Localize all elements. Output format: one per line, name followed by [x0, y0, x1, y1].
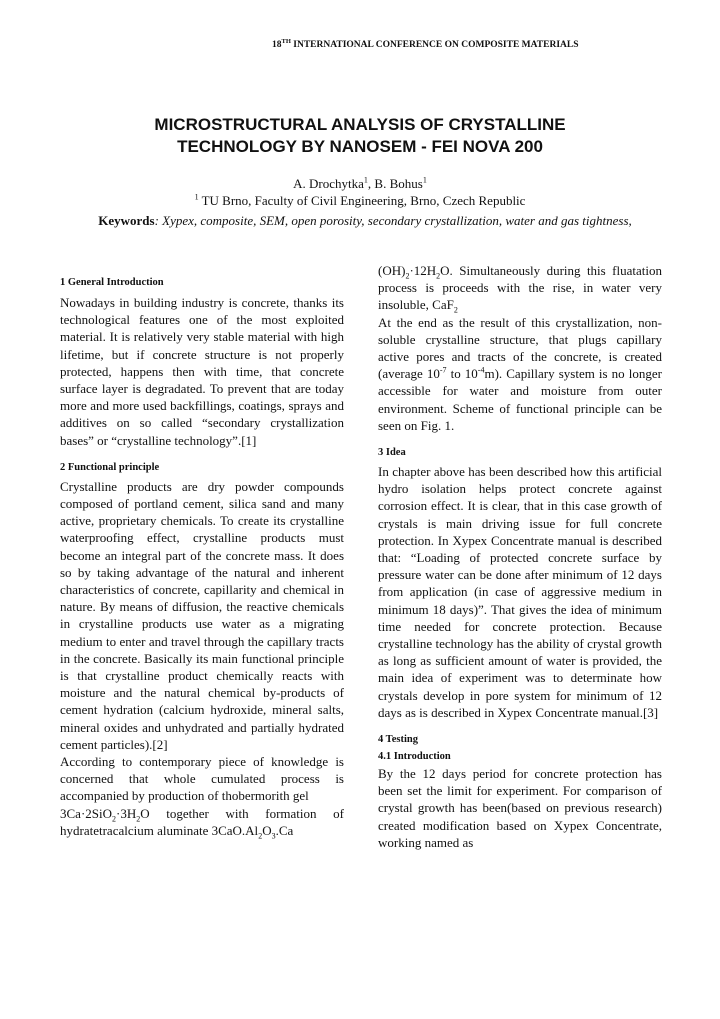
keywords-label: Keywords — [98, 213, 155, 228]
header-prefix: 18 — [272, 40, 282, 50]
section-4-1-heading: 4.1 Introduction — [378, 751, 451, 763]
section-2-paragraph-3: $3Ca\cdot 2SiO_2\cdot 3H_2O$ together with formation of hydratetracalcium aluminate $3CaO.Al_2O_3.Ca$ — [60, 805, 344, 841]
affiliation — [60, 193, 660, 209]
affiliation-sup: 1 — [194, 192, 199, 202]
right-paragraph-2: At the end as the result of this crystallization, non-soluble crystalline structure, that plugs capillary active pores and tracts of the concrete, is created (average $10^{-7}$ to $10^{-4}m$). Capillary system is no longer accessible for water and moisture from outer environment. Scheme of functional principle can be seen on Fig. 1. — [378, 314, 662, 433]
section-4-heading: 4 Testing — [378, 734, 418, 746]
left-column — [60, 262, 344, 839]
section-1-heading: 1 General Introduction — [60, 277, 164, 288]
paper-title — [60, 114, 660, 158]
section-3-heading: 3 Idea — [378, 447, 406, 459]
title-line-2: TECHNOLOGY BY NANOSEM - FEI NOVA 200 — [177, 137, 543, 156]
right-column — [378, 262, 662, 851]
section-1-paragraph: Nowadays in building industry is concrete, thanks its technological features one of the most exploited material. It is relatively very stable material with high lifetime, but if concrete structure is not properly protected, happens then with time, that concrete surface layer is degradated. To prevent that are today more and more used backfillings, coatings, sprays and additives on so called “secondary crystallization bases” or “crystalline technology”.[1] — [60, 295, 344, 448]
title-line-1: MICROSTRUCTURAL ANALYSIS OF CRYSTALLINE — [154, 115, 566, 134]
author-2-sup: 1 — [422, 175, 427, 185]
header-suffix: INTERNATIONAL CONFERENCE ON COMPOSITE MATERIALS — [290, 40, 579, 50]
right-paragraph-1: $(OH)_2\cdot 12H_2O$. Simultaneously during this fluatation process is proceeds with the rise, in water very insoluble, CaF$_2$ — [378, 263, 662, 315]
keywords — [85, 212, 645, 229]
affiliation-text: TU Brno, Faculty of Civil Engineering, Brno, Czech Republic — [198, 193, 526, 208]
section-2-paragraph-2: According to contemporary piece of knowledge is concerned that whole cumulated process is accompanied by production of thobermorith gel — [60, 754, 344, 804]
section-3-paragraph: In chapter above has been described how this artificial hydro isolation helps protect concrete against corrosion effect. It is clear, that in this case growth of crystals is main driving issue for full concrete protection. In Xypex Concentrate manual is described that: “Loading of protected concrete surface by pressure water can be done after minimum of 12 days from application (in case of aggressive medium in minimum 18 days)”. That gives the idea of minimum time needed for concrete protection. Because crystalline technology has the ability of crystal growth as long as sufficient amount of water is provided, the main idea of experiment was to determinate how crystals develop in pore system for minimum of 12 days as is described in Xypex Concentrate manual.[3] — [378, 464, 662, 720]
section-2-paragraph: Crystalline products are dry powder compounds composed of portland cement, silica sand and many active, proprietary chemicals. To create its crystalline waterproofing effect, crystalline products must become an integral part of the concrete mass. It does so by taking advantage of the natural and inherent characteristics of concrete, capillarity and chemical in nature. By means of diffusion, the reactive chemicals in crystalline products use water as a migrating medium to enter and travel through the capillary tracts in the concrete. Basically its main functional principle is that crystalline product chemically reacts with moisture and the natural chemical by-products of cement hydration (calcium hydroxide, mineral salts, mineral oxides and unhydrated and partially hydrated cement particles).[2] — [60, 478, 344, 752]
section-4-1-paragraph: By the 12 days period for concrete protection has been set the limit for experiment. For comparison of crystal growth has been(based on previous research) created modification based on Xypex Concentrate, working named as — [378, 766, 662, 850]
author-sep: , B. Bohus — [367, 176, 423, 191]
header-sup: TH — [281, 37, 291, 45]
keywords-text: : Xypex, composite, SEM, open porosity, secondary crystallization, water and gas tightness, — [154, 213, 632, 228]
section-2-heading: 2 Functional principle — [60, 461, 160, 473]
author-1: A. Drochytka — [293, 176, 364, 191]
author-line — [60, 176, 660, 192]
author-1-sup: 1 — [363, 175, 368, 185]
